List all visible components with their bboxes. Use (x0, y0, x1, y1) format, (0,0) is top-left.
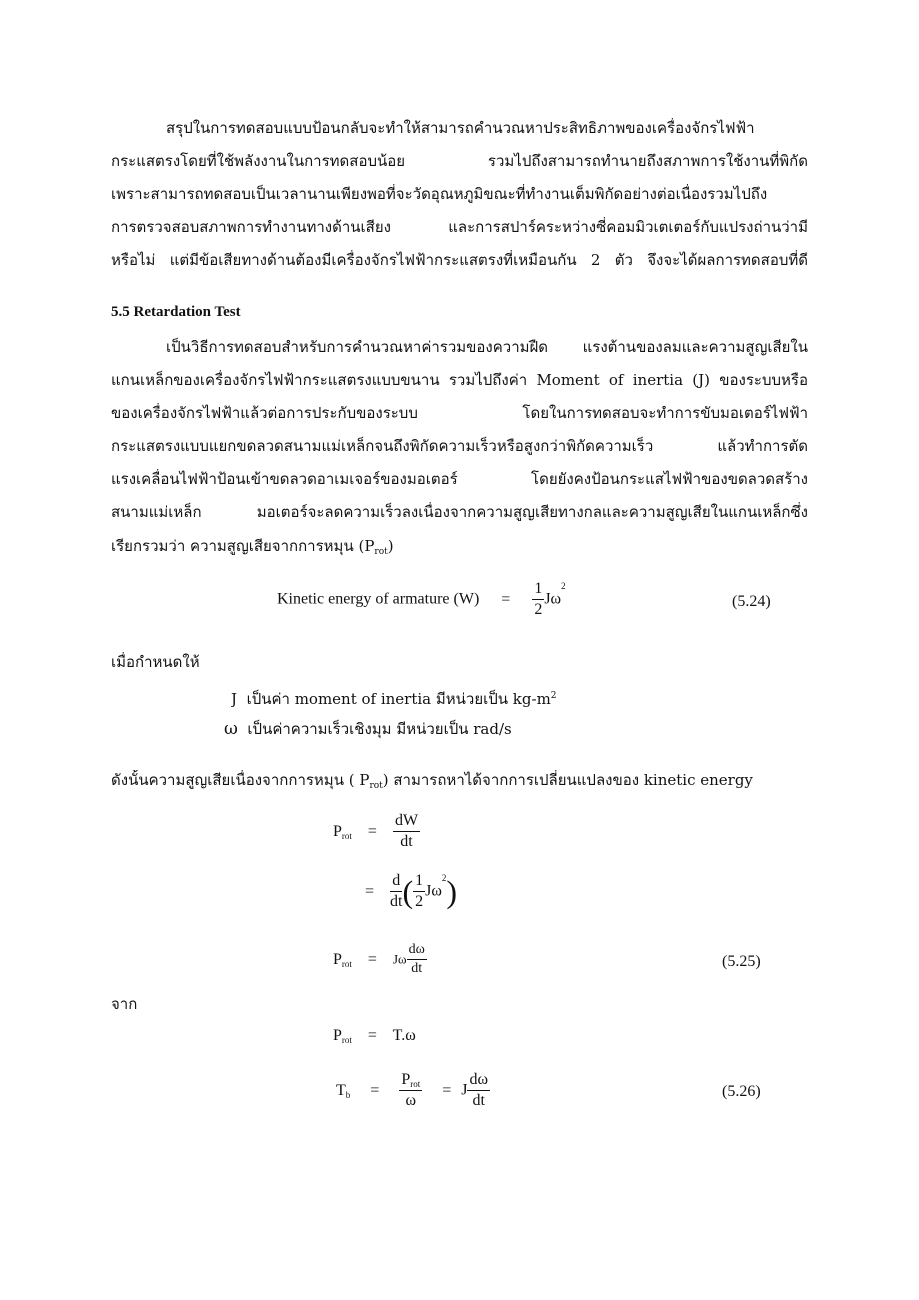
eq4-equals: = (367, 1027, 377, 1044)
eq5-b: b (345, 1089, 351, 1100)
therefore-before: ดังนั้นความสูญเสียเนื่องจากการหมุน ( P (111, 771, 370, 789)
eq2-equals: = (365, 882, 375, 900)
eq1-p: P (333, 822, 342, 840)
eq5-prot-fraction (399, 1071, 422, 1110)
eq4-rot: rot (341, 1035, 352, 1045)
eq5-omega: ω (405, 1092, 417, 1109)
eq5-j: J (461, 1081, 468, 1099)
eq3-num: dω (407, 942, 427, 960)
eq524-fraction (532, 580, 544, 619)
section-line-2: แกนเหล็กของเครื่องจักรไฟฟ้ากระแสตรงแบบขนาน รวมไปถึงค่า Moment of inertia (J) ของระบบหรือ (111, 371, 808, 389)
section-line-1: เป็นวิธีการทดสอบสำหรับการคำนวณหาค่ารวมของความฝืด แรงต้านของลมและความสูญเสียใน (166, 338, 808, 356)
definition-j-text: เป็นค่า moment of inertia มีหน่วยเป็น kg-m (246, 690, 551, 708)
from-label: จาก (111, 995, 138, 1013)
eq3-rot: rot (341, 958, 352, 969)
eq1-fraction (393, 812, 420, 851)
eq1-rot: rot (341, 830, 352, 841)
eq3-den: dt (411, 961, 423, 976)
section-line-5: แรงเคลื่อนไฟฟ้าป้อนเข้าขดลวดอาเมเจอร์ของมอเตอร์ โดยยังคงป้อนกระแสไฟฟ้าของขดลวดสร้าง (111, 470, 808, 488)
equation-5-25 (333, 942, 427, 977)
eq3-p: P (333, 950, 342, 968)
eq5-prot-rot: rot (410, 1079, 421, 1089)
eq5-t: T (336, 1081, 346, 1099)
section-line-6: สนามแม่เหล็ก มอเตอร์จะลดความเร็วลงเนื่องจากความสูญเสียทางกลและความสูญเสียในแกนเหล็กซึ่ง (111, 503, 808, 521)
therefore-sub: rot (369, 781, 383, 791)
section-line-7-close: ) (387, 537, 394, 555)
intro-line-2: กระแสตรงโดยที่ใช้พลังงานในการทดสอบน้อย รวมไปถึงสามารถทำนายถึงสภาพการใช้งานที่พิกัด (111, 152, 808, 170)
eq2-jw: Jω (425, 882, 442, 900)
where-label: เมื่อกำหนดให้ (111, 653, 200, 671)
eq524-number: (5.24) (732, 593, 771, 610)
eq5-dw: dω (467, 1071, 490, 1091)
section-line-3: ของเครื่องจักรไฟฟ้าแล้วต่อการประกับของระบบ โดยในการทดสอบจะทำการขับมอเตอร์ไฟฟ้า (111, 404, 808, 422)
definition-omega-text: เป็นค่าความเร็วเชิงมุม มีหน่วยเป็น rad/s (247, 720, 512, 738)
eq2-half-den: 2 (415, 893, 424, 910)
definition-j-sup: 2 (550, 691, 557, 701)
intro-line-5: หรือไม่ แต่มีข้อเสียทางด้านต้องมีเครื่องจักรไฟฟ้ากระแสตรงที่เหมือนกัน 2 ตัว จึงจะได้ผลการทดสอบที่ดี (111, 251, 808, 269)
section-line-7-sub: rot (374, 547, 388, 557)
equation-prot-tw (333, 1027, 416, 1045)
definition-j (231, 686, 731, 709)
intro-line-4: การตรวจสอบสภาพการทำงานทางด้านเสียง และการสปาร์คระหว่างซี่คอมมิวเตเตอร์กับแปรงถ่านว่ามี (111, 218, 808, 236)
eq4-tw: T.ω (392, 1027, 416, 1044)
therefore-line (111, 770, 808, 796)
eq524-power: 2 (561, 581, 566, 592)
definition-omega-symbol: ω (224, 719, 238, 739)
definition-omega (224, 719, 724, 739)
therefore-after: ) สามารถหาได้จากการเปลี่ยนแปลงของ kinetic energy (382, 771, 753, 789)
eq5-dw-fraction (467, 1071, 490, 1110)
eq5-equals-2: = (442, 1081, 452, 1099)
intro-line-1: สรุปในการทดสอบแบบป้อนกลับจะทำให้สามารถคำนวณหาประสิทธิภาพของเครื่องจักรไฟฟ้า (166, 119, 755, 137)
eq2-dt: dt (390, 893, 403, 910)
eq524-lhs: Kinetic energy of armature (W) (277, 590, 480, 608)
eq2-d-fraction (390, 872, 402, 911)
eq5-dt: dt (472, 1092, 485, 1109)
eq4-p: P (333, 1027, 342, 1044)
eq1-num: dW (393, 812, 420, 832)
eq525-number: (5.25) (722, 953, 761, 970)
eq524-equals: = (501, 590, 511, 608)
section-heading: 5.5 Retardation Test (111, 304, 241, 320)
equation-5-24 (277, 580, 566, 619)
eq2-d: d (390, 872, 402, 892)
eq1-den: dt (400, 833, 413, 850)
eq1-equals: = (367, 822, 377, 840)
eq5-prot-p: P (401, 1071, 411, 1088)
eq2-half-fraction (413, 872, 425, 911)
eq3-fraction (407, 942, 427, 977)
eq3-equals: = (367, 950, 377, 968)
intro-line-3: เพราะสามารถทดสอบเป็นเวลานานเพียงพอที่จะวัดอุณหภูมิขณะที่ทำงานเต็มพิกัดอย่างต่อเนื่องรวมไปถึง (111, 185, 768, 203)
equation-prot-dwdt (333, 812, 420, 851)
section-line-7 (111, 536, 808, 562)
section-line-4: กระแสตรงแบบแยกขดลวดสนามแม่เหล็กจนถึงพิกัดความเร็วหรือสูงกว่าพิกัดความเร็ว แล้วทำการตัด (111, 437, 808, 455)
equation-derivative (365, 872, 457, 911)
eq3-jw: Jω (392, 951, 407, 967)
section-line-7-text: เรียกรวมว่า ความสูญเสียจากการหมุน (P (111, 537, 375, 555)
eq524-rhs: Jω (544, 590, 562, 608)
eq2-open-paren: ( (402, 873, 414, 910)
equation-5-26 (336, 1071, 490, 1110)
eq2-close-paren: ) (446, 873, 458, 910)
eq5-prot-num (399, 1071, 422, 1091)
eq524-den: 2 (534, 601, 543, 618)
definition-j-symbol: J (231, 690, 238, 708)
eq526-number: (5.26) (722, 1083, 761, 1100)
eq524-num: 1 (532, 580, 544, 600)
eq2-power: 2 (441, 873, 447, 884)
eq2-half-num: 1 (413, 872, 425, 892)
eq5-equals-1: = (370, 1081, 380, 1099)
